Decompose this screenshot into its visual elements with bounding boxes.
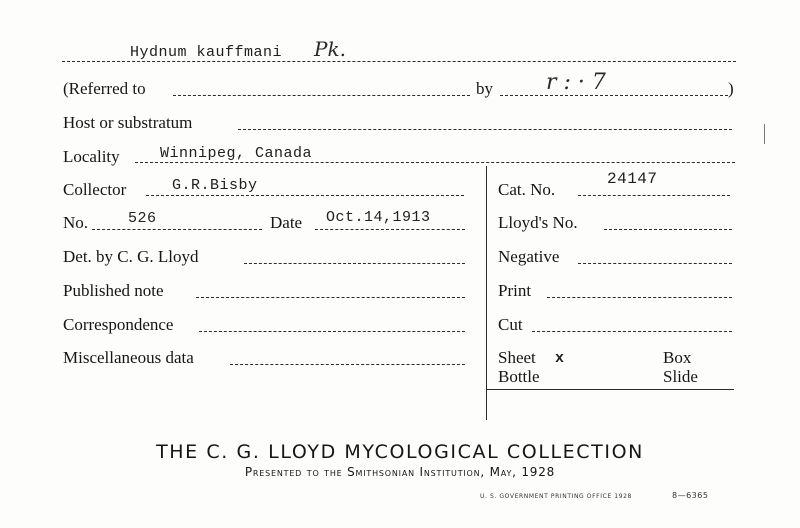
misc-line (230, 364, 465, 365)
collector-value: G.R.Bisby (172, 177, 258, 194)
box-label: Box (663, 348, 692, 367)
locality-value: Winnipeg, Canada (160, 145, 313, 162)
collection-subtitle: Presented to the Smithsonian Institution, May, 1928 (244, 465, 556, 479)
collector-label: Collector (63, 180, 127, 199)
cut-line (532, 331, 732, 332)
sheet-mark: x (555, 350, 565, 367)
sheet-label: Sheet (498, 348, 536, 367)
cat-no-line (578, 195, 730, 196)
print-label: Print (498, 281, 532, 300)
negative-line (578, 263, 732, 264)
collector-line (146, 195, 464, 196)
number-label: No. (63, 213, 89, 232)
referred-by-line (500, 95, 728, 96)
bottle-label: Bottle (498, 367, 540, 386)
referred-by-label: by (476, 79, 493, 98)
date-label: Date (270, 213, 303, 232)
negative-label: Negative (498, 247, 560, 266)
referred-open-label: (Referred to (63, 79, 146, 98)
form-number: 8—6365 (672, 491, 709, 500)
cat-no-label: Cat. No. (498, 180, 556, 199)
lloyds-no-line (604, 229, 732, 230)
print-line (547, 297, 732, 298)
cat-no-value: 24147 (607, 170, 658, 188)
slide-label: Slide (663, 367, 698, 386)
locality-label: Locality (63, 147, 120, 166)
correspondence-label: Correspondence (63, 315, 174, 334)
right-box-tail (486, 390, 487, 420)
number-line (92, 229, 262, 230)
det-label: Det. by C. G. Lloyd (63, 247, 199, 266)
misc-label: Miscellaneous data (63, 348, 194, 367)
number-value: 526 (128, 210, 157, 227)
collection-title: THE C. G. LLOYD MYCOLOGICAL COLLECTION (156, 441, 644, 463)
species-line (62, 61, 736, 62)
referred-handwritten-marks: r : · 7 (546, 70, 606, 95)
right-edge-mark (764, 124, 765, 144)
date-line (315, 229, 465, 230)
det-line (244, 263, 465, 264)
cut-label: Cut (498, 315, 523, 334)
lloyds-no-label: Lloyd's No. (498, 213, 578, 232)
published-line (196, 297, 465, 298)
right-box-bottom-border (486, 389, 734, 390)
date-value: Oct.14,1913 (326, 209, 431, 226)
species-author-handwritten: Pk. (314, 37, 346, 61)
host-label: Host or substratum (63, 113, 193, 132)
printing-office-note: U. S. GOVERNMENT PRINTING OFFICE 1928 (480, 493, 632, 500)
referred-to-line (173, 95, 470, 96)
correspondence-line (199, 331, 465, 332)
species-name: Hydnum kauffmani (130, 44, 283, 61)
referred-close-label: ) (728, 79, 734, 98)
published-label: Published note (63, 281, 164, 300)
right-box-left-border (486, 166, 487, 390)
host-line (238, 129, 732, 130)
locality-line (135, 162, 735, 163)
